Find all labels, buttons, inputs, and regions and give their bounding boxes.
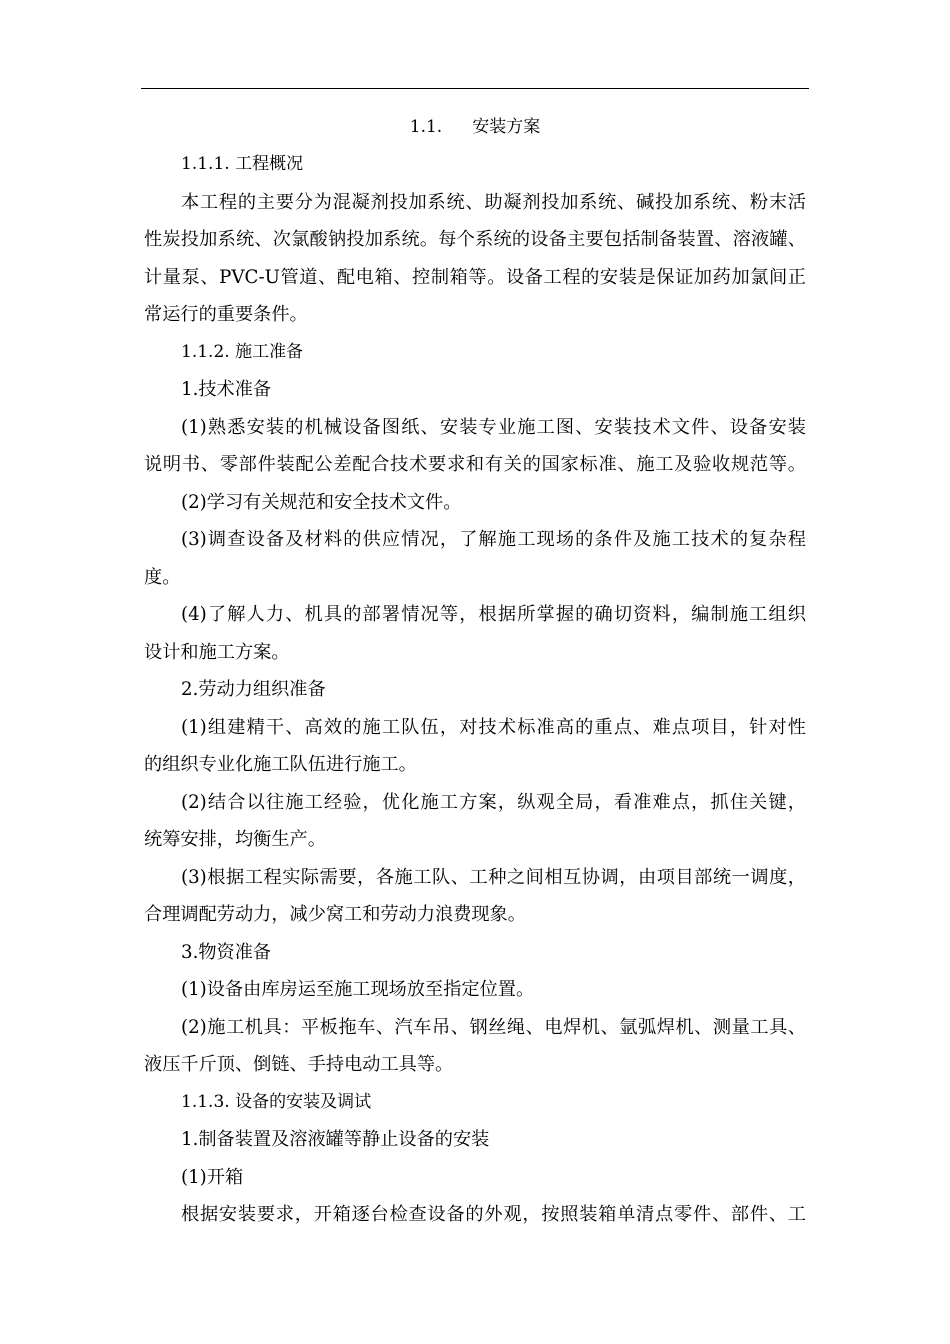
document-body	[144, 108, 806, 1234]
text-line: 2.劳动力组织准备	[181, 679, 326, 700]
text-line: (1)设备由库房运至施工现场放至指定位置。	[181, 979, 535, 1000]
text-line: (2)结合以往施工经验，优化施工方案，纵观全局，看准难点，抓住关键，	[181, 791, 806, 813]
text-line: 说明书、零部件装配公差配合技术要求和有关的国家标准、施工及验收规范等。	[144, 454, 806, 475]
text-line: 度。	[144, 566, 181, 588]
text-line: 1.制备装置及溶液罐等静止设备的安装	[181, 1129, 490, 1150]
text-line: (3)根据工程实际需要，各施工队、工种之间相互协调，由项目部统一调度，	[181, 866, 806, 888]
text-line: (1)熟悉安装的机械设备图纸、安装专业施工图、安装技术文件、设备安装	[181, 416, 806, 438]
text-line: (2)学习有关规范和安全技术文件。	[181, 491, 462, 513]
text-line: (1)组建精干、高效的施工队伍，对技术标准高的重点、难点项目，针对性	[181, 716, 806, 738]
text-line: 本工程的主要分为混凝剂投加系统、助凝剂投加系统、碱投加系统、粉末活	[181, 191, 806, 213]
text-line: 1.技术准备	[181, 379, 272, 400]
text-line: (2)施工机具：平板拖车、汽车吊、钢丝绳、电焊机、氩弧焊机、测量工具、	[181, 1016, 806, 1038]
section-title	[144, 108, 806, 146]
text-line: (3)调查设备及材料的供应情况，了解施工现场的条件及施工技术的复杂程	[181, 529, 806, 550]
text-line: 的组织专业化施工队伍进行施工。	[144, 754, 417, 775]
section-heading: 1.1.1. 工程概况	[181, 154, 304, 174]
text-line: (4)了解人力、机具的部署情况等，根据所掌握的确切资料，编制施工组织	[181, 604, 806, 625]
text-line: 设计和施工方案。	[144, 641, 290, 663]
text-line: 合理调配劳动力，减少窝工和劳动力浪费现象。	[144, 904, 526, 925]
text-line: 常运行的重要条件。	[144, 304, 308, 325]
text-line: 统筹安排，均衡生产。	[144, 829, 326, 850]
text-line: 液压千斤顶、倒链、手持电动工具等。	[144, 1054, 454, 1075]
section-title-text: 安装方案	[472, 117, 541, 137]
section-heading: 1.1.3. 设备的安装及调试	[181, 1091, 372, 1112]
paragraph-lines	[144, 146, 806, 1234]
header-rule	[141, 88, 809, 89]
text-line: 3.物资准备	[181, 941, 272, 963]
text-line: 性炭投加系统、次氯酸钠投加系统。每个系统的设备主要包括制备装置、溶液罐、	[144, 229, 806, 250]
text-line: 根据安装要求，开箱逐台检查设备的外观，按照装箱单清点零件、部件、工	[181, 1204, 806, 1225]
text-line: 计量泵、PVC-U管道、配电箱、控制箱等。设备工程的安装是保证加药加氯间正	[144, 266, 806, 288]
section-heading: 1.1.2. 施工准备	[181, 341, 304, 362]
text-line: (1)开箱	[181, 1166, 244, 1188]
section-number: 1.1.	[409, 117, 443, 137]
